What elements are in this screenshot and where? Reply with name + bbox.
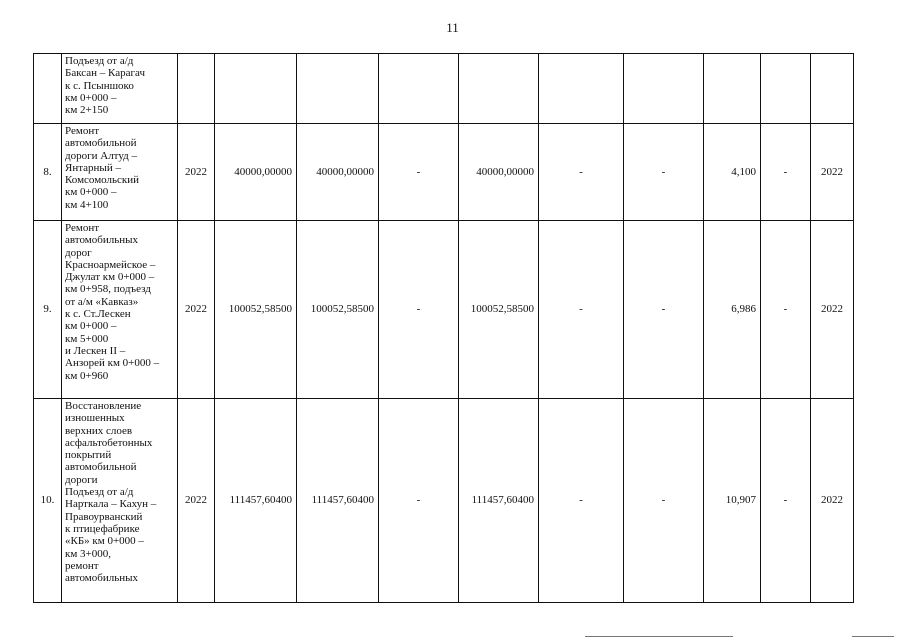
completion-year-cell: 2022	[811, 124, 854, 221]
amount-cell: -	[761, 399, 811, 603]
start-year-cell: 2022	[178, 124, 215, 221]
footer-rule-right	[852, 636, 894, 637]
length-km-cell	[704, 54, 761, 124]
table-row	[34, 54, 854, 124]
total-amount-cell: 100052,58500	[215, 221, 297, 399]
length-km-cell: 4,100	[704, 124, 761, 221]
object-name-cell: Восстановление изношенных верхних слоев асфальтобетонных покрытий автомобильной дороги Подъезд от а/д Нарткала – Кахун – Правоурванский к птицефабрике «КБ» км 0+000 – км 3+000, ремонт автомобильных	[62, 399, 178, 603]
amount-cell: -	[761, 221, 811, 399]
amount-cell	[459, 54, 539, 124]
amount-cell: 111457,60400	[459, 399, 539, 603]
row-number-cell: 8.	[34, 124, 62, 221]
amount-cell: -	[624, 399, 704, 603]
amount-cell: 100052,58500	[297, 221, 379, 399]
amount-cell: -	[624, 221, 704, 399]
amount-cell: -	[624, 124, 704, 221]
row-number-cell: 9.	[34, 221, 62, 399]
object-name-cell: Ремонт автомобильных дорог Красноармейское – Джулат км 0+000 – км 0+958, подъезд от а/м «Кавказ» к с. Ст.Лескен км 0+000 – км 5+000 и Лескен II – Анзорей км 0+000 – км 0+960	[62, 221, 178, 399]
amount-cell: -	[761, 124, 811, 221]
row-number-cell: 10.	[34, 399, 62, 603]
amount-cell: -	[379, 124, 459, 221]
table-row	[34, 221, 854, 399]
amount-cell: -	[539, 221, 624, 399]
amount-cell: -	[539, 124, 624, 221]
amount-cell: 100052,58500	[459, 221, 539, 399]
object-name-cell: Ремонт автомобильной дороги Алтуд – Янтарный – Комсомольский км 0+000 – км 4+100	[62, 124, 178, 221]
amount-cell	[539, 54, 624, 124]
amount-cell: -	[379, 221, 459, 399]
amount-cell: 111457,60400	[297, 399, 379, 603]
road-repair-table	[33, 53, 854, 603]
row-number-cell	[34, 54, 62, 124]
total-amount-cell	[215, 54, 297, 124]
length-km-cell: 10,907	[704, 399, 761, 603]
amount-cell: -	[539, 399, 624, 603]
table-row	[34, 124, 854, 221]
completion-year-cell	[811, 54, 854, 124]
amount-cell	[297, 54, 379, 124]
completion-year-cell: 2022	[811, 399, 854, 603]
total-amount-cell: 111457,60400	[215, 399, 297, 603]
length-km-cell: 6,986	[704, 221, 761, 399]
start-year-cell: 2022	[178, 221, 215, 399]
amount-cell: 40000,00000	[459, 124, 539, 221]
start-year-cell: 2022	[178, 399, 215, 603]
page-number: 11	[446, 20, 459, 35]
amount-cell: 40000,00000	[297, 124, 379, 221]
object-name-cell: Подъезд от а/д Баксан – Карагач к с. Псыншоко км 0+000 – км 2+150	[62, 54, 178, 124]
amount-cell: -	[379, 399, 459, 603]
amount-cell	[624, 54, 704, 124]
total-amount-cell: 40000,00000	[215, 124, 297, 221]
amount-cell	[379, 54, 459, 124]
footer-rule-left	[585, 636, 733, 637]
completion-year-cell: 2022	[811, 221, 854, 399]
amount-cell	[761, 54, 811, 124]
start-year-cell	[178, 54, 215, 124]
table-row	[34, 399, 854, 603]
